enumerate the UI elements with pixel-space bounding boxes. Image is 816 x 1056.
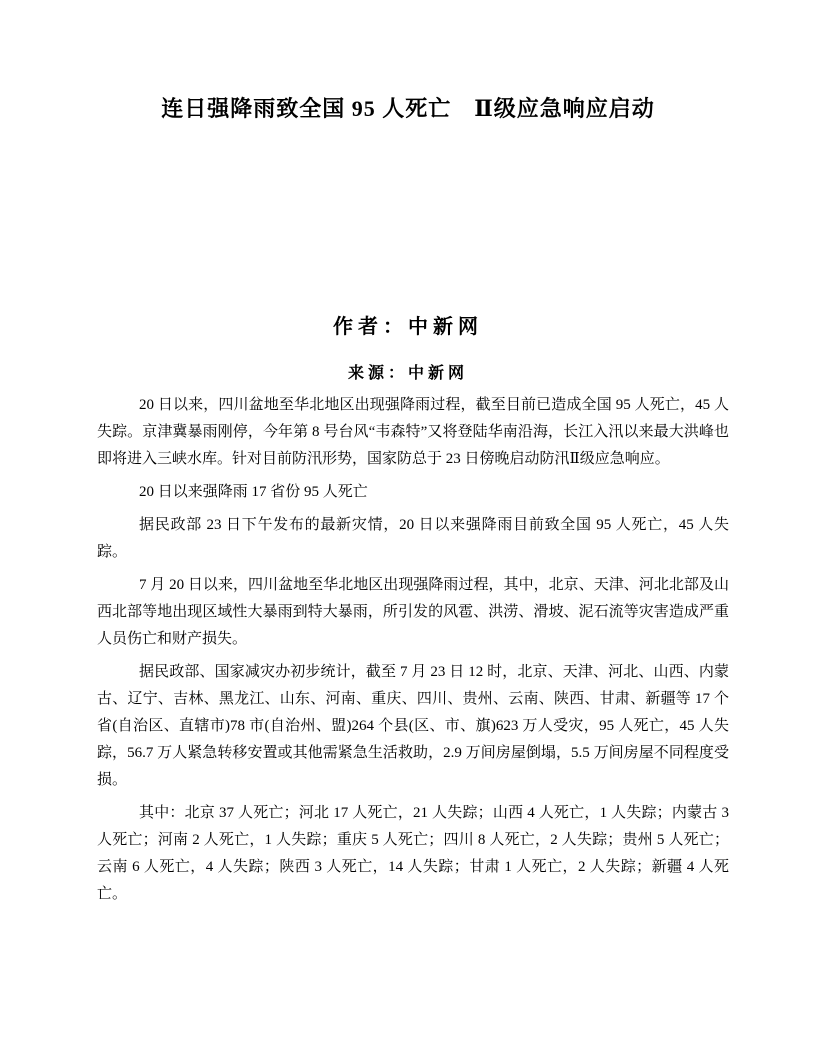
article-title: 连日强降雨致全国 95 人死亡 Ⅱ级应急响应启动: [161, 96, 655, 121]
source-line: 来源：中新网: [347, 365, 468, 382]
paragraph-casualty-summary: 据民政部 23 日下午发布的最新灾情，20 日以来强降雨目前致全国 95 人死亡，45 人失踪。: [97, 517, 729, 560]
paragraph-subhead: 20 日以来强降雨 17 省份 95 人死亡: [139, 484, 368, 500]
paragraph-rain-regions: 7 月 20 日以来，四川盆地至华北地区出现强降雨过程，其中，北京、天津、河北北部及山西北部等地出现区域性大暴雨到特大暴雨，所引发的风雹、洪涝、滑坡、泥石流等灾害造成严重人员伤亡和财产损失。: [97, 577, 729, 647]
paragraph-statistics: 据民政部、国家减灾办初步统计，截至 7 月 23 日 12 时，北京、天津、河北、山西、内蒙古、辽宁、吉林、黑龙江、山东、河南、重庆、四川、贵州、云南、陕西、甘肃、新疆等 17 个省(自治区、直辖市)78 市(自治州、盟)264 个县(区、市、旗)623 万人受灾，95 人死亡，45 人失踪，56.7 万人紧急转移安置或其他需紧急生活救助，2.9 万间房屋倒塌，5.5 万间房屋不同程度受损。: [97, 664, 729, 788]
paragraph-province-breakdown: 其中：北京 37 人死亡；河北 17 人死亡，21 人失踪；山西 4 人死亡，1 人失踪；内蒙古 3 人死亡；河南 2 人死亡，1 人失踪；重庆 5 人死亡；四川 8 人死亡，2 人失踪；贵州 5 人死亡；云南 6 人死亡，4 人失踪；陕西 3 人死亡，14 人失踪；甘肃 1 人死亡，2 人失踪；新疆 4 人死亡。: [97, 805, 729, 902]
paragraph-intro: 20 日以来，四川盆地至华北地区出现强降雨过程，截至目前已造成全国 95 人死亡，45 人失踪。京津冀暴雨刚停，今年第 8 号台风“韦森特”又将登陆华南沿海，长江入汛以来最大洪峰也即将进入三峡水库。针对目前防汛形势，国家防总于 23 日傍晚启动防汛Ⅱ级应急响应。: [97, 397, 729, 467]
article-body: [97, 392, 729, 914]
author-line: 作者：中新网: [333, 316, 483, 338]
